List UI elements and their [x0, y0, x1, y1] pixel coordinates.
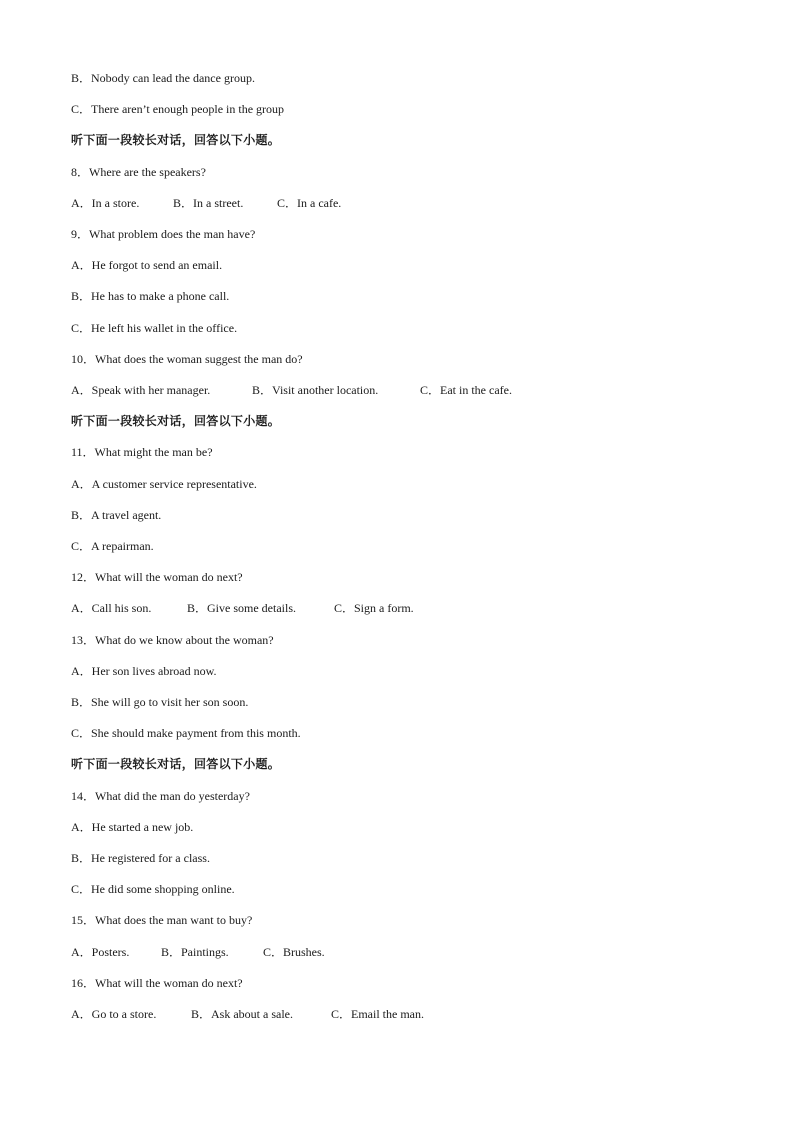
answer-option: B．Visit another location.	[252, 383, 379, 397]
answer-option: A．Go to a store.	[71, 1007, 157, 1021]
answer-option: C．Sign a form.	[334, 601, 414, 616]
question-line: C．She should make payment from this month.	[71, 726, 301, 741]
question-line: C．A repairman.	[71, 539, 154, 553]
question-line: A．A customer service representative.	[71, 476, 257, 491]
answer-option: C．Email the man.	[331, 1007, 424, 1021]
question-line: B．He has to make a phone call.	[71, 289, 230, 304]
answer-option: B．In a street.	[173, 195, 244, 210]
question-line: A．He forgot to send an email.	[71, 258, 223, 273]
question-line: C．There aren’t enough people in the group	[71, 102, 285, 117]
answer-option: B．Ask about a sale.	[191, 1007, 293, 1021]
question-line: B．He registered for a class.	[71, 851, 210, 865]
question-line: 11．What might the man be?	[71, 445, 213, 460]
answer-option: A．Call his son.	[71, 601, 152, 616]
answer-option: A．In a store.	[71, 195, 140, 210]
question-line: 15．What does the man want to buy?	[71, 913, 253, 928]
question-line: A．He started a new job.	[71, 819, 194, 834]
question-line: 14．What did the man do yesterday?	[71, 788, 250, 803]
question-line: C．He did some shopping online.	[71, 882, 235, 897]
question-line: 16．What will the woman do next?	[71, 975, 243, 990]
question-line: B．She will go to visit her son soon.	[71, 695, 249, 709]
answer-option: B．Paintings.	[161, 944, 229, 959]
answer-option: A．Posters.	[71, 944, 130, 959]
question-line: 9．What problem does the man have?	[71, 227, 256, 241]
question-line: 13．What do we know about the woman?	[71, 632, 274, 647]
section-instruction: 听下面一段较长对话，回答以下小题。	[71, 133, 281, 148]
question-line: A．Her son lives abroad now.	[71, 663, 217, 678]
answer-option: B．Give some details.	[187, 601, 296, 616]
question-line: 8．Where are the speakers?	[71, 164, 206, 179]
answer-option: A．Speak with her manager.	[71, 383, 211, 397]
answer-option: C．Brushes.	[263, 944, 325, 959]
answer-option: C．Eat in the cafe.	[420, 383, 512, 397]
answer-option: C．In a cafe.	[277, 195, 342, 210]
question-line: 10．What does the woman suggest the man do?	[71, 351, 303, 366]
question-line: B．A travel agent.	[71, 507, 162, 522]
section-instruction: 听下面一段较长对话，回答以下小题。	[71, 414, 281, 429]
section-instruction: 听下面一段较长对话，回答以下小题。	[71, 757, 281, 772]
question-line: 12．What will the woman do next?	[71, 570, 243, 585]
question-line: B．Nobody can lead the dance group.	[71, 71, 255, 85]
question-line: C．He left his wallet in the office.	[71, 320, 238, 335]
